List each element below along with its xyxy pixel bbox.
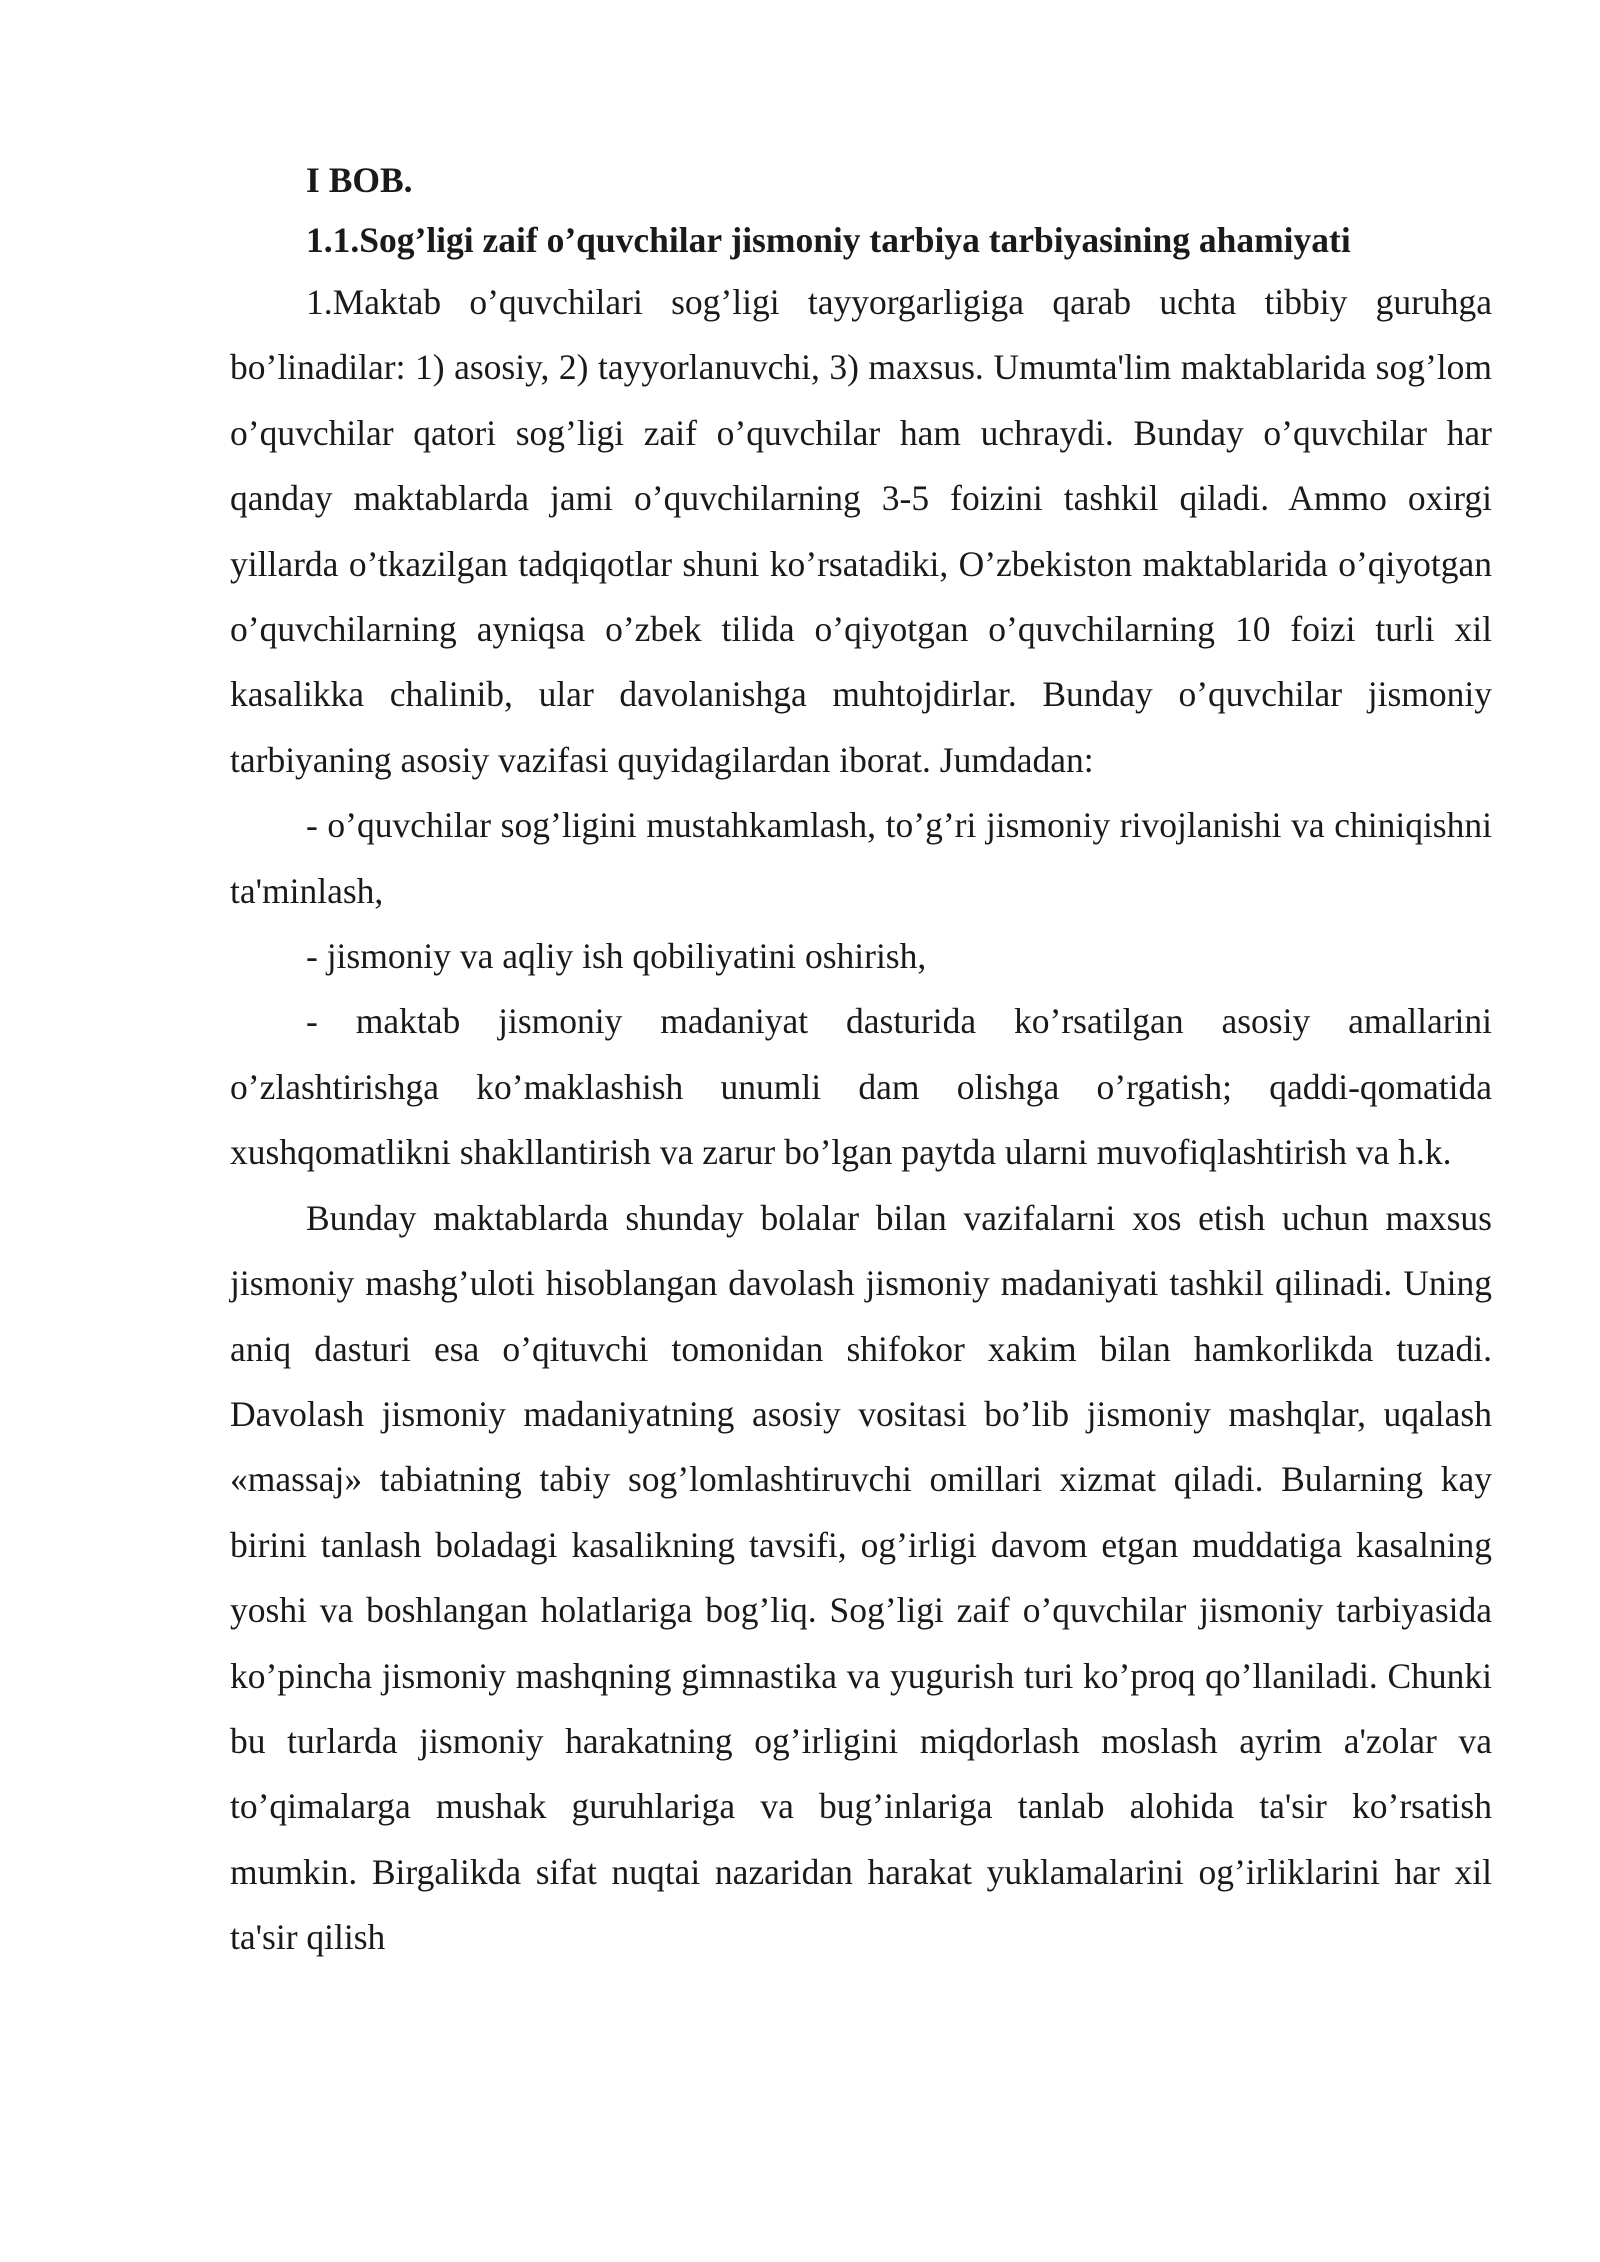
paragraph-therapy: Bunday maktablarda shunday bolalar bilan vazifalarni xos etish uchun maxsus jismoniy mashg’uloti hisoblangan davolash jismoniy madaniyati tashkil qilinadi. Uning aniq dasturi esa o’qituvchi tomonidan shifokor xakim bilan hamkorlikda tuzadi. Davolash jismoniy madaniyatning asosiy vositasi bo’lib jismoniy mashqlar, uqalash «massaj» tabiatning tabiy sog’lomlashtiruvchi omillari xizmat qiladi. Bularning kay birini tanlash boladagi kasalikning tavsifi, og’irligi davom etgan muddatiga kasalning yoshi va boshlangan holatlariga bog’liq. Sog’ligi zaif o’quvchilar jismoniy tarbiyasida ko’pincha jismoniy mashqning gimnastika va yugurish turi ko’proq qo’llaniladi. Chunki bu turlarda jismoniy harakatning og’irligini miqdorlash moslash ayrim a'zolar va to’qimalarga mushak guruhlariga va bug’inlariga tanlab alohida ta'sir ko’rsatish mumkin. Birgalikda sifat nuqtai nazaridan harakat yuklamalarini og’irliklarini har xil ta'sir qilish <box>230 1197 1492 1958</box>
chapter-heading: I BOB. <box>306 160 413 200</box>
list-item-ability: - jismoniy va aqliy ish qobiliyatini oshirish, <box>306 936 927 977</box>
section-title: 1.1.Sog’ligi zaif o’quvchilar jismoniy tarbiya tarbiyasining ahamiyati <box>306 220 1351 260</box>
list-item-health: - o’quvchilar sog’ligini mustahkamlash, to’g’ri jismoniy rivojlanishi va chiniqishni ta'minlash, <box>230 805 1492 911</box>
paragraph-intro: 1.Maktab o’quvchilari sog’ligi tayyorgarligiga qarab uchta tibbiy guruhga bo’linadilar: 1) asosiy, 2) tayyorlanuvchi, 3) maxsus. Umumta'lim maktablarida sog’lom o’quvchilar qatori sog’ligi zaif o’quvchilar ham uchraydi. Bunday o’quvchilar har qanday maktablarda jami o’quvchilarning 3-5 foizini tashkil qiladi. Ammo oxirgi yillarda o’tkazilgan tadqiqotlar shuni ko’rsatadiki, O’zbekiston maktablarida o’qiyotgan o’quvchilarning ayniqsa o’zbek tilida o’qiyotgan o’quvchilarning 10 foizi turli xil kasalikka chalinib, ular davolanishga muhtojdirlar. Bunday o’quvchilar jismoniy tarbiyaning asosiy vazifasi quyidagilardan iborat. Jumdadan: <box>230 282 1492 780</box>
list-item-program: - maktab jismoniy madaniyat dasturida ko’rsatilgan asosiy amallarini o’zlashtirishga ko’maklashish unumli dam olishga o’rgatish; qaddi-qomatida xushqomatlikni shakllantirish va zarur bo’lgan paytda ularni muvofiqlashtirish va h.k. <box>230 1001 1492 1173</box>
document-page <box>230 150 1492 1971</box>
